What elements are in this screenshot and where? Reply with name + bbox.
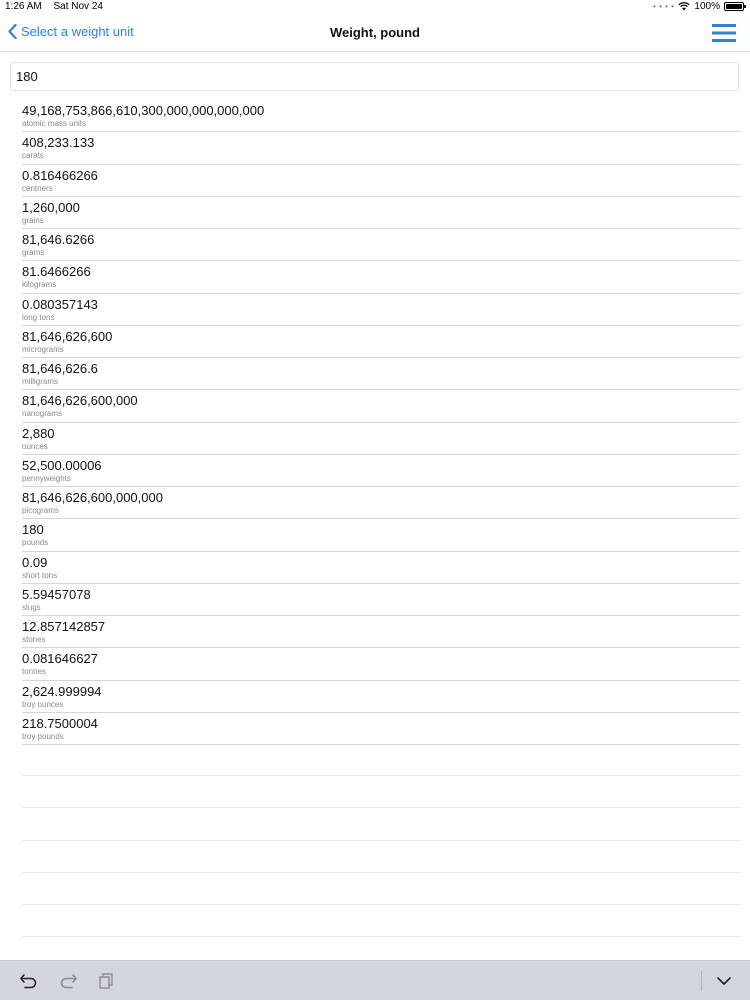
result-value: 52,500.00006	[22, 457, 102, 473]
result-unit-label: kilograms	[22, 280, 57, 290]
result-value: 81,646,626,600	[22, 328, 113, 344]
result-row[interactable]	[22, 358, 740, 390]
result-row[interactable]	[22, 261, 740, 293]
result-row[interactable]	[22, 132, 740, 164]
result-value: 81,646.6266	[22, 232, 95, 247]
undo-button[interactable]	[19, 971, 39, 991]
result-row[interactable]	[22, 165, 740, 197]
hamburger-menu-icon	[712, 22, 736, 44]
result-row[interactable]	[22, 552, 740, 584]
result-row[interactable]	[22, 487, 740, 519]
status-bar	[0, 0, 750, 14]
result-row[interactable]	[22, 229, 740, 261]
result-row[interactable]	[22, 390, 740, 422]
dismiss-keyboard-button[interactable]	[714, 971, 734, 991]
result-value: 81,646,626,600,000	[22, 393, 138, 409]
result-row[interactable]	[22, 455, 740, 487]
result-value: 81.6466266	[22, 264, 91, 280]
result-value: 81,646,626,600,000,000	[22, 490, 163, 505]
empty-row-list	[22, 744, 740, 937]
empty-row	[22, 905, 740, 937]
result-unit-label: atomic mass units	[22, 119, 87, 128]
redo-icon	[58, 971, 78, 991]
result-row[interactable]	[22, 584, 740, 616]
empty-row	[22, 841, 740, 873]
back-button-label: Select a weight unit	[21, 24, 134, 39]
empty-row	[22, 808, 740, 840]
result-value: 0.081646627	[22, 651, 98, 667]
redo-button[interactable]	[58, 971, 78, 991]
result-value: 0.080357143	[22, 296, 98, 312]
result-unit-label: troy pounds	[22, 731, 64, 741]
result-row[interactable]	[22, 326, 740, 358]
result-value: 49,168,753,866,610,300,000,000,000,000	[22, 103, 265, 118]
result-unit-label: pennyweights	[22, 473, 71, 483]
result-row[interactable]	[22, 519, 740, 551]
result-unit-label: carats	[22, 151, 44, 161]
signal-dots-icon: • • • •	[653, 2, 675, 11]
result-row[interactable]	[22, 648, 740, 680]
result-value: 5.59457078	[22, 586, 91, 602]
result-unit-label: long tons	[22, 312, 55, 322]
result-value: 0.816466266	[22, 167, 98, 183]
result-unit-label: milligrams	[22, 377, 58, 386]
empty-row	[22, 744, 740, 776]
value-input[interactable]	[11, 63, 738, 90]
result-unit-label: picograms	[22, 506, 59, 515]
conversion-result-list	[22, 100, 740, 745]
result-row[interactable]	[22, 197, 740, 229]
page-title: Weight, pound	[329, 25, 421, 40]
battery-icon	[724, 2, 744, 11]
result-unit-label: micrograms	[22, 344, 64, 354]
value-input-container	[10, 62, 739, 91]
result-unit-label: nanograms	[22, 409, 63, 419]
result-value: 408,233.133	[22, 135, 95, 151]
chevron-down-icon	[714, 971, 734, 991]
result-value: 81,646,626.6	[22, 361, 98, 376]
result-unit-label: pounds	[22, 538, 49, 548]
result-unit-label: tonnes	[22, 667, 47, 677]
menu-button[interactable]	[712, 22, 736, 44]
result-unit-label: slugs	[22, 602, 41, 612]
result-unit-label: grams	[22, 248, 45, 257]
result-value: 1,260,000	[22, 199, 80, 215]
paste-button[interactable]	[97, 971, 117, 991]
navigation-bar	[0, 14, 750, 52]
undo-icon	[19, 971, 39, 991]
empty-row	[22, 776, 740, 808]
result-unit-label: stones	[22, 635, 46, 644]
result-unit-label: troy ounces	[22, 699, 64, 709]
status-left	[5, 1, 103, 12]
status-right	[653, 1, 744, 12]
battery-percent: 100%	[694, 1, 720, 12]
empty-row	[22, 873, 740, 905]
result-unit-label: grains	[22, 215, 44, 225]
wifi-icon	[678, 2, 690, 11]
result-value: 2,880	[22, 425, 55, 441]
result-unit-label: short tons	[22, 570, 58, 580]
result-value: 0.09	[22, 554, 48, 570]
result-value: 12.857142857	[22, 619, 106, 634]
paste-icon	[97, 971, 117, 991]
result-value: 2,624.999994	[22, 683, 102, 699]
status-time: 1:26 AM	[5, 1, 42, 12]
result-row[interactable]	[22, 100, 740, 132]
toolbar-divider	[701, 971, 702, 991]
result-unit-label: ounces	[22, 441, 48, 451]
result-value: 180	[22, 522, 44, 538]
keyboard-toolbar	[0, 960, 750, 1000]
result-row[interactable]	[22, 713, 740, 745]
result-unit-label: centners	[22, 183, 53, 193]
result-row[interactable]	[22, 294, 740, 326]
result-row[interactable]	[22, 423, 740, 455]
result-row[interactable]	[22, 616, 740, 648]
result-row[interactable]	[22, 681, 740, 713]
result-value: 218.7500004	[22, 715, 98, 731]
status-date: Sat Nov 24	[53, 1, 103, 12]
